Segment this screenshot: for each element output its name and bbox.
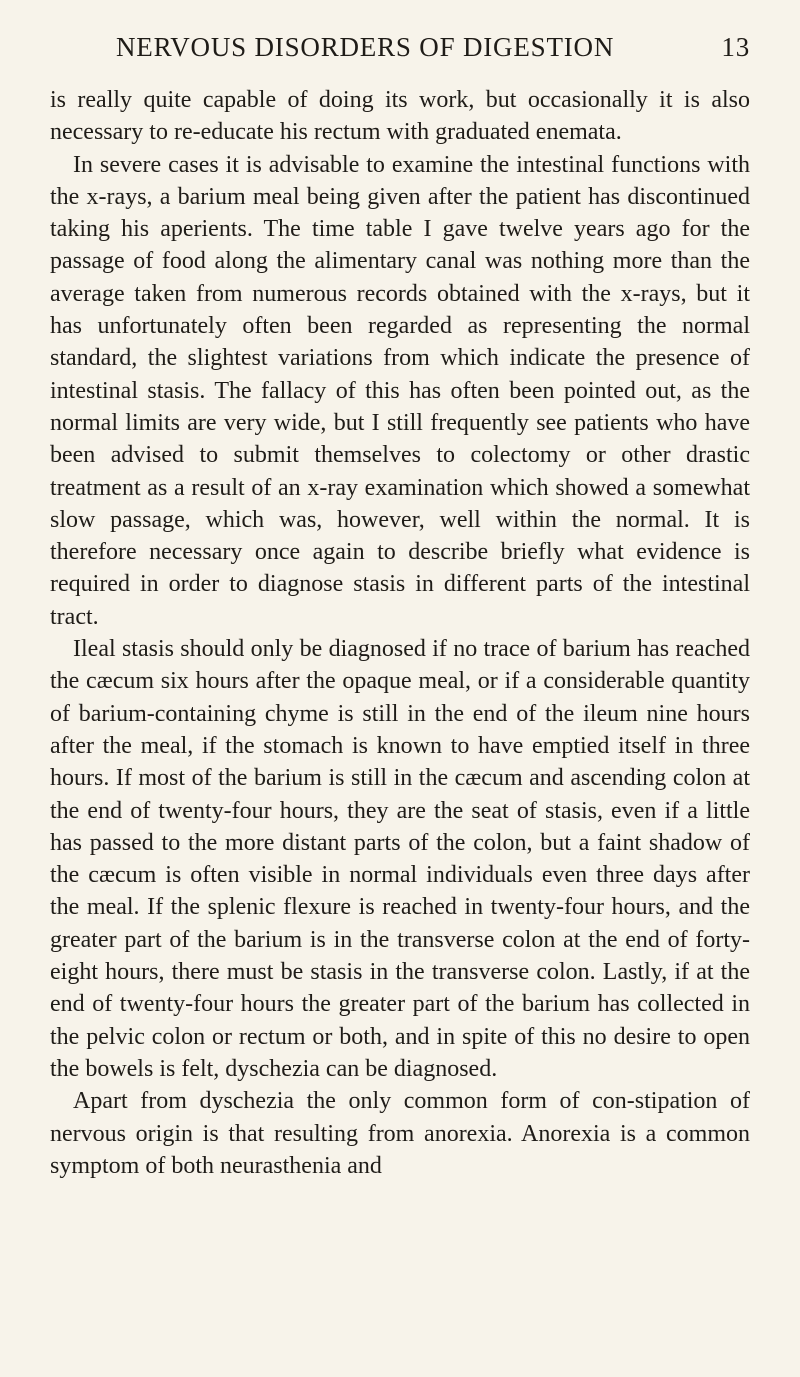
running-title: NERVOUS DISORDERS OF DIGESTION [116,32,615,62]
running-head [50,28,750,68]
page-number: 13 [721,32,750,62]
paragraph-ileal-stasis: Ileal stasis should only be diagnosed if no trace of barium has reached the cæcum six hours after the opaque meal, or if a considerable quantity of barium-containing chyme is still in the end of the ileum nine hours after the meal, if the stomach is known to have emptied itself in three hours. If most of the barium is still in the cæcum and ascending colon at the end of twenty-four hours, they are the seat of stasis, even if a little has passed to the more distant parts of the colon, but a faint shadow of the cæcum is often visible in normal individuals even three days after the meal. If the splenic flexure is reached in twenty-four hours, and the greater part of the barium is in the transverse colon at the end of forty-eight hours, there must be stasis in the transverse colon. Lastly, if at the end of twenty-four hours the greater part of the barium has collected in the pelvic colon or rectum or both, and in spite of this no desire to open the bowels is felt, dyschezia can be diagnosed. [50,636,750,1082]
paragraph-xray-examination: In severe cases it is advisable to examine the intestinal functions with the x-rays, a barium meal being given after the patient has discontinued taking his aperients. The time table I gave twelve years ago for the passage of food along the alimentary canal was nothing more than the average taken from numerous records obtained with the x-rays, but it has unfortunately often been regarded as representing the normal standard, the slightest variations from which indicate the presence of intestinal stasis. The fallacy of this has often been pointed out, as the normal limits are very wide, but I still frequently see patients who have been advised to submit themselves to colectomy or other drastic treatment as a result of an x-ray examination which showed a somewhat slow passage, which was, however, well within the normal. It is therefore necessary once again to describe briefly what evidence is required in order to diagnose stasis in different parts of the intestinal tract. [50,151,750,630]
paragraph-continued: is really quite capable of doing its work, but occasionally it is also necessary to re-educate his rectum with graduated enemata. [50,87,750,146]
body-text [50,84,750,1182]
paragraph-anorexia: Apart from dyschezia the only common form of con-stipation of nervous origin is that resulting from anorexia. Anorexia is a common symptom of both neurasthenia and [50,1088,750,1179]
